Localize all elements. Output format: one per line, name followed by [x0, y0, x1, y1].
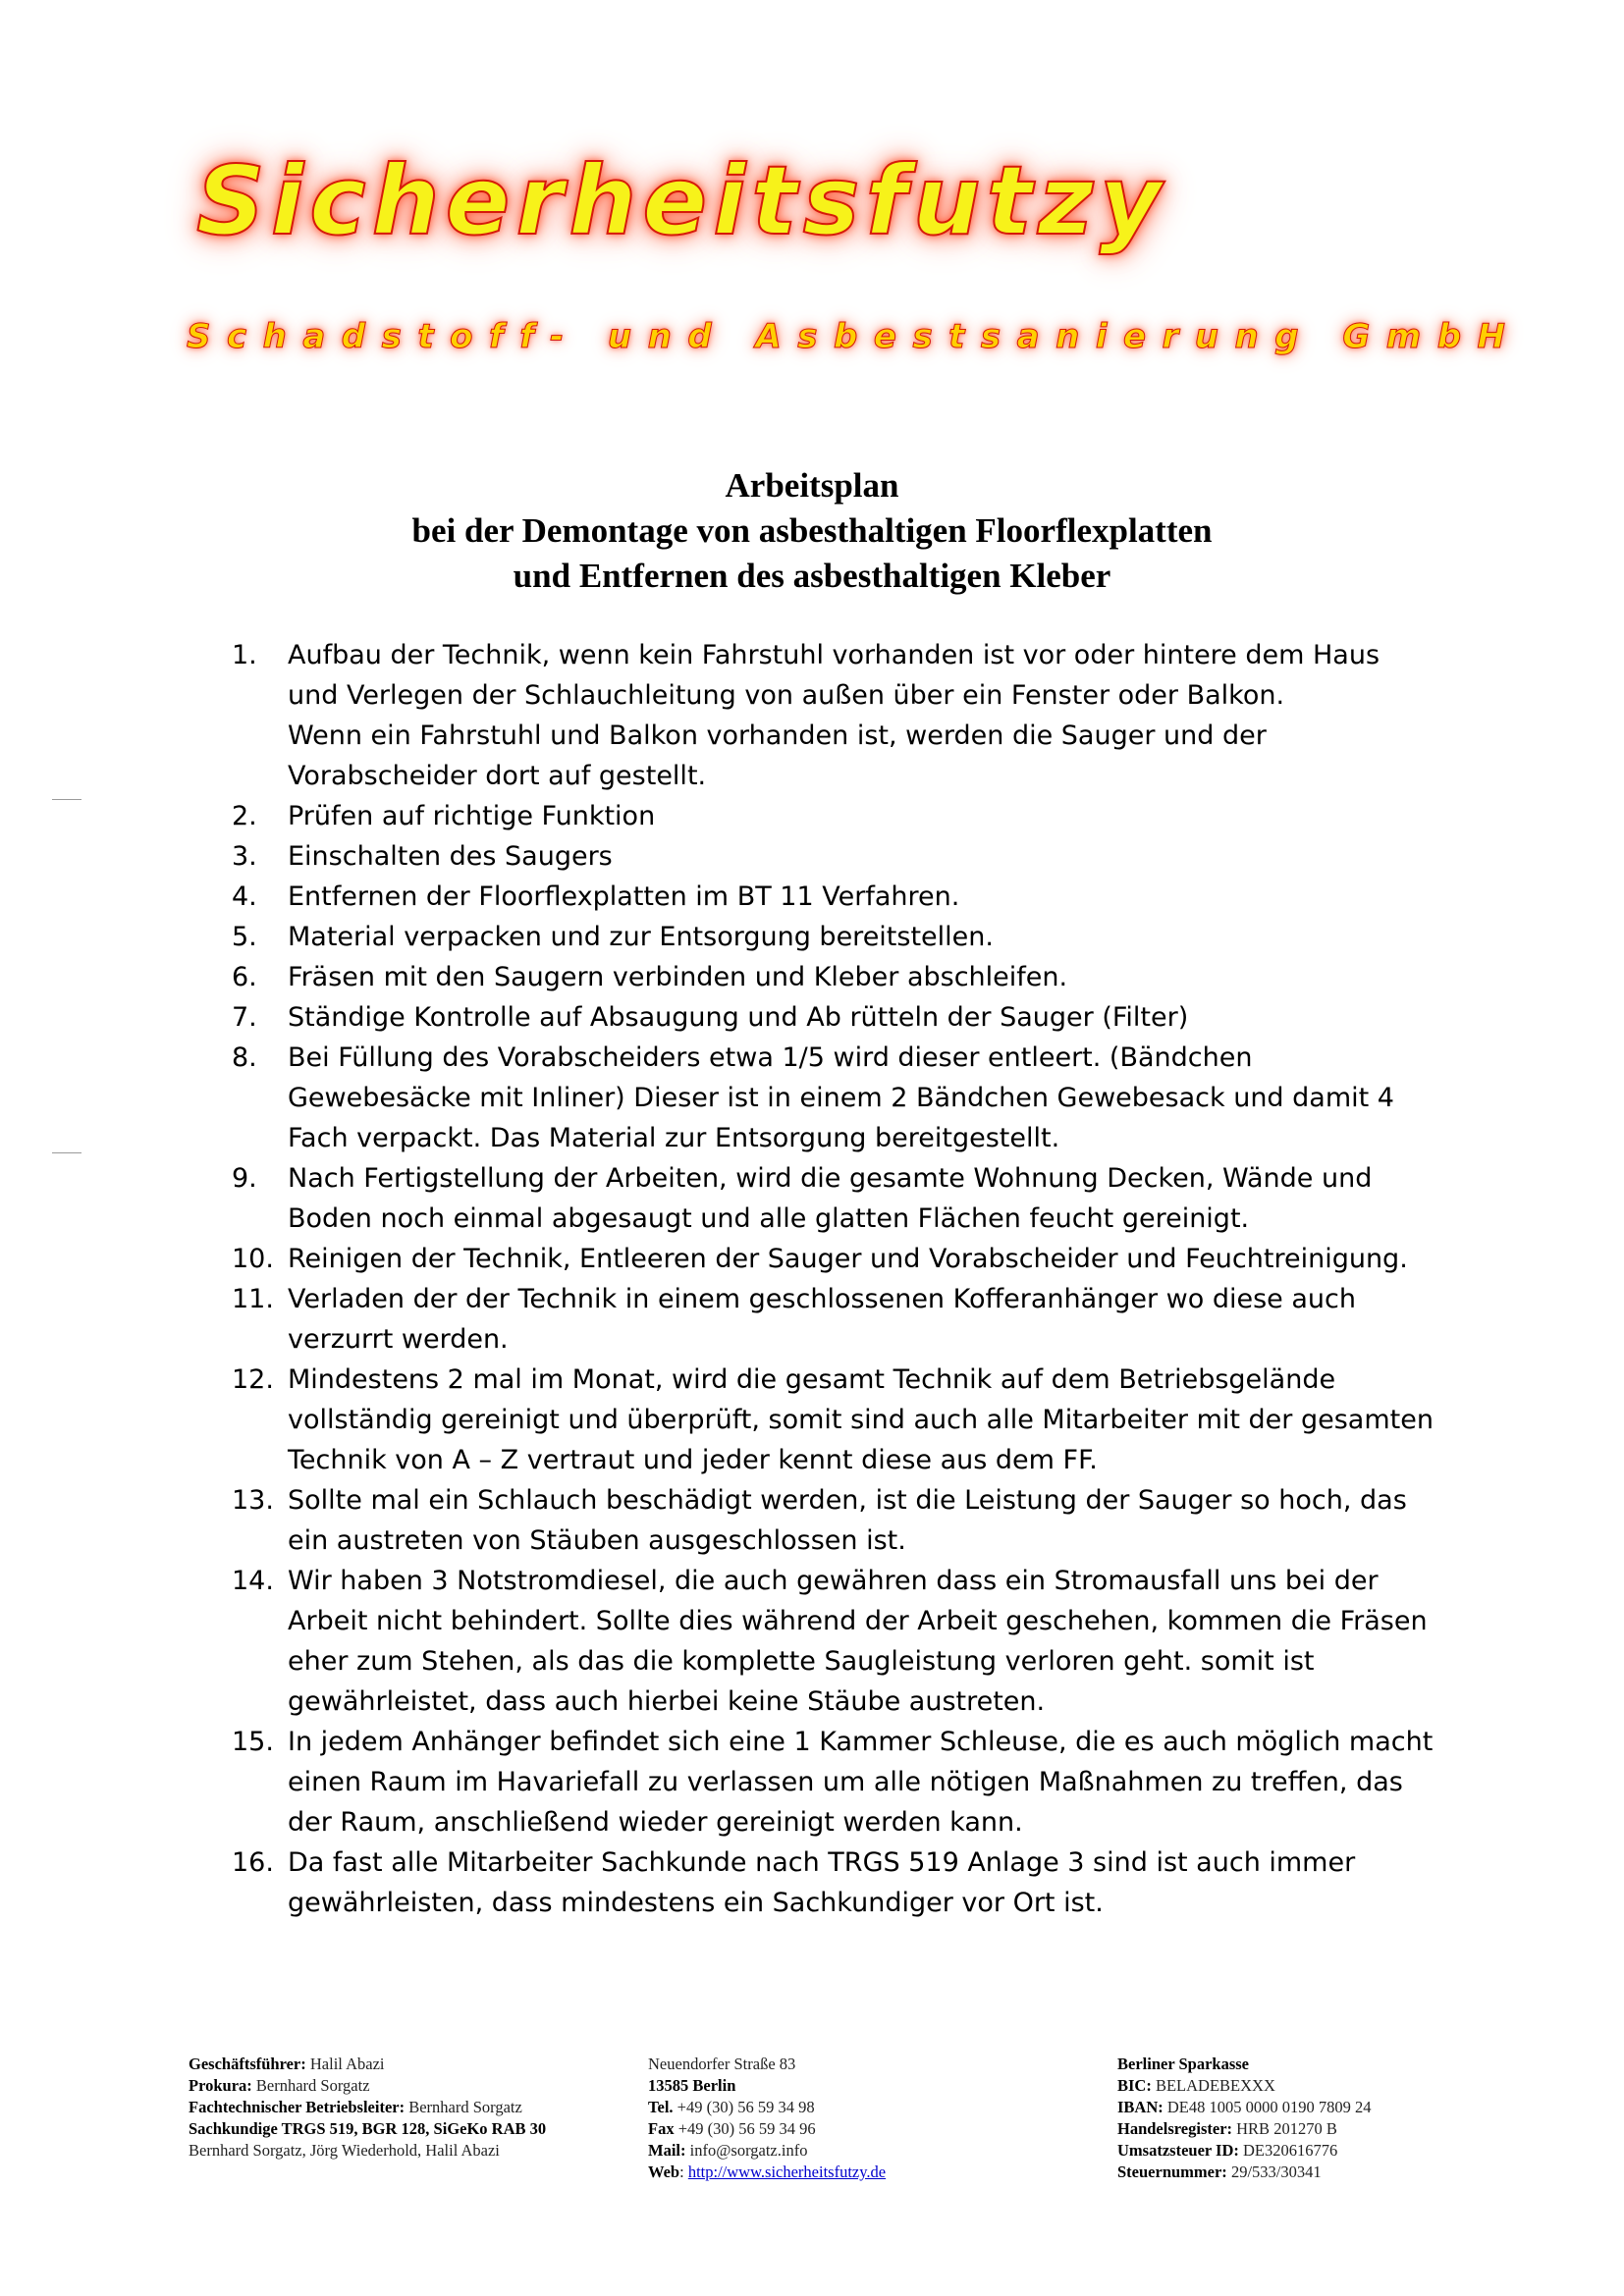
experts-label: Sachkundige TRGS 519, BGR 128, SiGeKo RAB 30	[189, 2119, 547, 2138]
list-item-number: 14.	[232, 1566, 274, 1596]
title-line-2: bei der Demontage von asbesthaltigen Floorflexplatten	[411, 511, 1213, 550]
managing-director: Geschäftsführer: Halil Abazi	[189, 2055, 385, 2073]
prokura: Prokura: Bernhard Sorgatz	[189, 2076, 370, 2095]
website-link[interactable]: http://www.sicherheitsfutzy.de	[687, 2163, 887, 2181]
company-logo-subtitle: Schadstoff- und Asbestsanierung GmbH	[187, 317, 1522, 356]
document-title	[0, 463, 1624, 599]
list-item	[232, 1842, 1459, 1923]
list-item-number: 4.	[232, 881, 257, 912]
list-item-text: Bei Füllung des Vorabscheiders etwa 1/5 wird dieser entleert. (Bändchen Gewebesäcke mit Inliner) Dieser ist in einem 2 Bändchen Gewebesack und damit 4 Fach verpackt. Das Material zur Entsorgung bereitgestellt.	[288, 1042, 1394, 1153]
list-item-number: 6.	[232, 962, 257, 992]
title-line-3: und Entfernen des asbesthaltigen Kleber	[513, 557, 1111, 595]
footer-contact-column	[648, 2054, 886, 2183]
list-item-number: 3.	[232, 841, 257, 872]
list-item-text: Fräsen mit den Saugern verbinden und Kleber abschleifen.	[288, 962, 1068, 992]
list-item	[232, 1158, 1459, 1239]
list-item-text: Reinigen der Technik, Entleeren der Sauger und Vorabscheider und Feuchtreinigung.	[288, 1244, 1408, 1274]
list-item	[232, 1722, 1459, 1842]
list-item	[232, 1239, 1459, 1279]
title-line-1: Arbeitsplan	[725, 466, 899, 505]
list-item-number: 2.	[232, 801, 257, 831]
list-item	[232, 1279, 1459, 1360]
list-item	[232, 836, 1459, 877]
iban: IBAN: DE48 1005 0000 0190 7809 24	[1117, 2098, 1372, 2116]
city-address: 13585 Berlin	[648, 2076, 736, 2095]
company-logo-name: Sicherheitsfutzy	[196, 145, 1167, 256]
list-item	[232, 796, 1459, 836]
technical-manager: Fachtechnischer Betriebsleiter: Bernhard Sorgatz	[189, 2098, 522, 2116]
list-item-text: In jedem Anhänger befindet sich eine 1 Kammer Schleuse, die es auch möglich macht einen Raum im Havariefall zu verlassen um alle nötigen Maßnahmen zu treffen, das der Raum, anschließend wieder gereinigt werden kann.	[288, 1727, 1434, 1838]
work-steps-list	[232, 635, 1459, 1923]
list-item	[232, 917, 1459, 957]
list-item-text: Verladen der der Technik in einem geschlossenen Kofferanhänger wo diese auch verzurrt werden.	[288, 1284, 1356, 1355]
list-item-number: 11.	[232, 1284, 274, 1314]
commercial-register: Handelsregister: HRB 201270 B	[1117, 2119, 1337, 2138]
bank-name: Berliner Sparkasse	[1117, 2055, 1249, 2073]
website: Web: http://www.sicherheitsfutzy.de	[648, 2163, 887, 2181]
list-item	[232, 997, 1459, 1038]
list-item-number: 10.	[232, 1244, 274, 1274]
list-item-text: Wir haben 3 Notstromdiesel, die auch gewähren dass ein Stromausfall uns bei der Arbeit nicht behindert. Sollte dies während der Arbeit geschehen, kommen die Fräsen eher zum Stehen, als das die komplette Saugleistung verloren geht. somit ist gewährleistet, dass auch hierbei keine Stäube austreten.	[288, 1566, 1428, 1717]
street-address: Neuendorfer Straße 83	[648, 2055, 796, 2073]
list-item-text: Aufbau der Technik, wenn kein Fahrstuhl vorhanden ist vor oder hintere dem Haus und Verlegen der Schlauchleitung von außen über ein Fenster oder Balkon. Wenn ein Fahrstuhl und Balkon vorhanden ist, werden die Sauger und der Vorabscheider dort auf gestellt.	[288, 640, 1380, 791]
tax-number: Steuernummer: 29/533/30341	[1117, 2163, 1322, 2181]
list-item-number: 15.	[232, 1727, 274, 1757]
list-item	[232, 635, 1459, 796]
list-item-text: Entfernen der Floorflexplatten im BT 11 Verfahren.	[288, 881, 960, 912]
list-item	[232, 1360, 1459, 1480]
list-item	[232, 877, 1459, 917]
fax-number: Fax +49 (30) 56 59 34 96	[648, 2119, 816, 2138]
bic: BIC: BELADEBEXXX	[1117, 2076, 1275, 2095]
list-item	[232, 1038, 1459, 1158]
list-item-number: 16.	[232, 1847, 274, 1878]
list-item-text: Einschalten des Saugers	[288, 841, 613, 872]
list-item-number: 12.	[232, 1364, 274, 1395]
list-item-text: Mindestens 2 mal im Monat, wird die gesamt Technik auf dem Betriebsgelände vollständig gereinigt und überprüft, somit sind auch alle Mitarbeiter mit der gesamten Technik von A – Z vertraut und jeder kennt diese aus dem FF.	[288, 1364, 1434, 1475]
punch-mark	[52, 1152, 81, 1153]
email-address: Mail: info@sorgatz.info	[648, 2141, 808, 2160]
fold-mark	[52, 799, 81, 800]
list-item-text: Da fast alle Mitarbeiter Sachkunde nach TRGS 519 Anlage 3 sind ist auch immer gewährleisten, dass mindestens ein Sachkundiger vor Ort ist.	[288, 1847, 1356, 1918]
list-item	[232, 957, 1459, 997]
footer-management-column	[189, 2054, 546, 2162]
list-item-text: Sollte mal ein Schlauch beschädigt werden, ist die Leistung der Sauger so hoch, das ein austreten von Stäuben ausgeschlossen ist.	[288, 1485, 1407, 1556]
vat-id: Umsatzsteuer ID: DE320616776	[1117, 2141, 1338, 2160]
list-item-number: 13.	[232, 1485, 274, 1516]
experts-names: Bernhard Sorgatz, Jörg Wiederhold, Halil Abazi	[189, 2141, 500, 2160]
footer-bank-column	[1117, 2054, 1372, 2183]
list-item	[232, 1561, 1459, 1722]
list-item-number: 1.	[232, 640, 257, 670]
list-item-text: Prüfen auf richtige Funktion	[288, 801, 656, 831]
list-item-number: 5.	[232, 922, 257, 952]
list-item-number: 7.	[232, 1002, 257, 1033]
list-item	[232, 1480, 1459, 1561]
phone-number: Tel. +49 (30) 56 59 34 98	[648, 2098, 815, 2116]
list-item-number: 9.	[232, 1163, 257, 1194]
list-item-text: Ständige Kontrolle auf Absaugung und Ab rütteln der Sauger (Filter)	[288, 1002, 1189, 1033]
list-item-number: 8.	[232, 1042, 257, 1073]
list-item-text: Nach Fertigstellung der Arbeiten, wird die gesamte Wohnung Decken, Wände und Boden noch einmal abgesaugt und alle glatten Flächen feucht gereinigt.	[288, 1163, 1373, 1234]
list-item-text: Material verpacken und zur Entsorgung bereitstellen.	[288, 922, 994, 952]
